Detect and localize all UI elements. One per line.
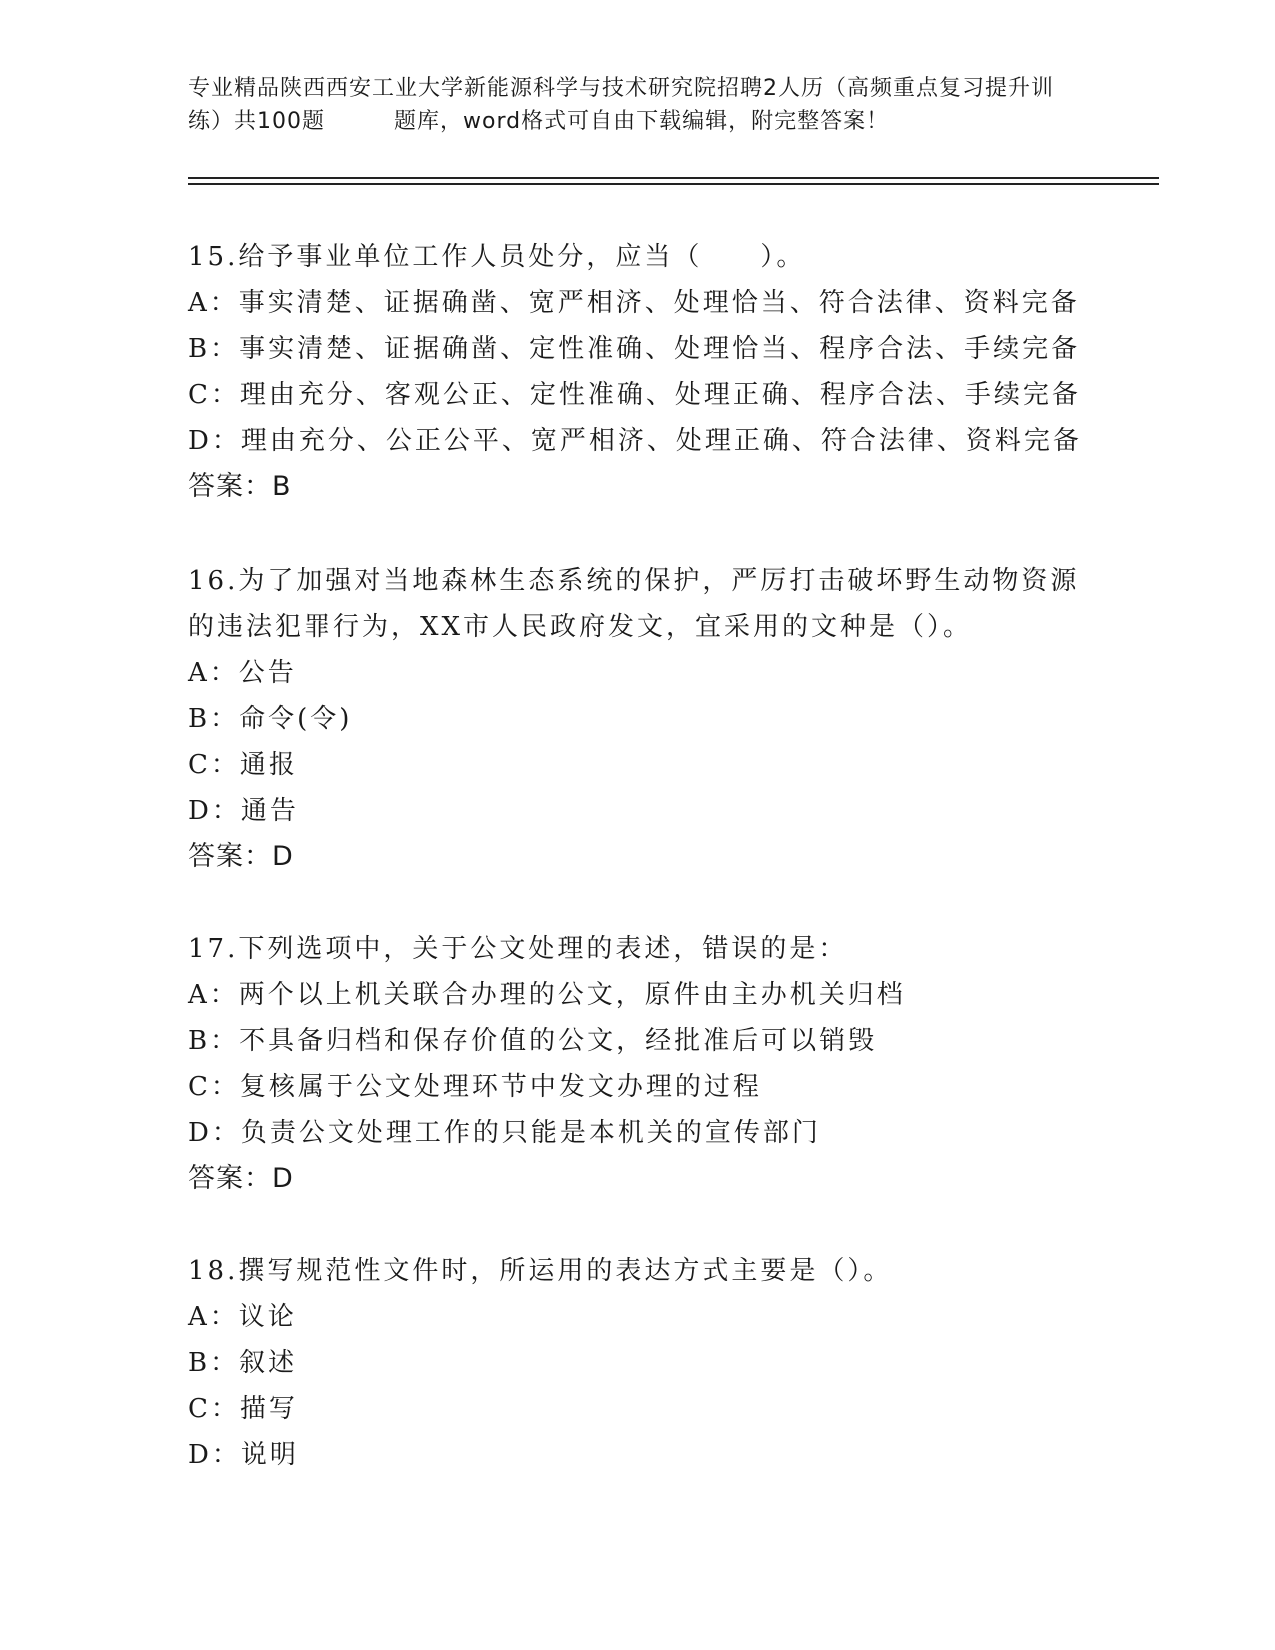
answer: 答案：B — [188, 471, 292, 502]
option-c: C：描写 — [188, 1394, 298, 1424]
header-divider-top — [188, 177, 1159, 179]
option-b: B：不具备归档和保存价值的公文，经批准后可以销毁 — [188, 1026, 878, 1056]
question-17 — [188, 926, 1088, 1202]
question-15 — [188, 234, 1088, 510]
option-b: B：叙述 — [188, 1348, 298, 1378]
question-text: 17.下列选项中，关于公文处理的表述，错误的是： — [188, 934, 848, 964]
question-text: 15.给予事业单位工作人员处分，应当（ ）。 — [188, 242, 806, 272]
question-18 — [188, 1248, 1088, 1478]
option-a: A：两个以上机关联合办理的公文，原件由主办机关归档 — [188, 980, 906, 1010]
option-a: A：公告 — [188, 658, 297, 688]
option-a: A：事实清楚、证据确凿、宽严相济、处理恰当、符合法律、资料完备 — [188, 288, 1080, 318]
option-d: D：通告 — [188, 796, 299, 826]
question-text: 16.为了加强对当地森林生态系统的保护，严厉打击破坏野生动物资源的违法犯罪行为，XX市人民政府发文，宜采用的文种是（）。 — [188, 566, 1080, 642]
header-divider-bottom — [188, 183, 1159, 185]
answer: 答案：D — [188, 1163, 294, 1194]
option-d: D：负责公文处理工作的只能是本机关的宣传部门 — [188, 1118, 821, 1148]
option-c: C：理由充分、客观公正、定性准确、处理正确、程序合法、手续完备 — [188, 380, 1081, 410]
question-text: 18.撰写规范性文件时，所运用的表达方式主要是（）。 — [188, 1256, 893, 1286]
question-16 — [188, 558, 1088, 880]
option-c: C：复核属于公文处理环节中发文办理的过程 — [188, 1072, 762, 1102]
option-c: C：通报 — [188, 750, 298, 780]
option-b: B：命令(令) — [188, 704, 353, 734]
option-d: D：理由充分、公正公平、宽严相济、处理正确、符合法律、资料完备 — [188, 426, 1082, 456]
option-d: D：说明 — [188, 1440, 299, 1470]
option-a: A：议论 — [188, 1302, 297, 1332]
answer: 答案：D — [188, 841, 294, 872]
option-b: B：事实清楚、证据确凿、定性准确、处理恰当、程序合法、手续完备 — [188, 334, 1081, 364]
document-header: 专业精品陕西西安工业大学新能源科学与技术研究院招聘2人历（高频重点复习提升训练）共100题 题库，word格式可自由下载编辑，附完整答案！ — [188, 76, 1054, 134]
